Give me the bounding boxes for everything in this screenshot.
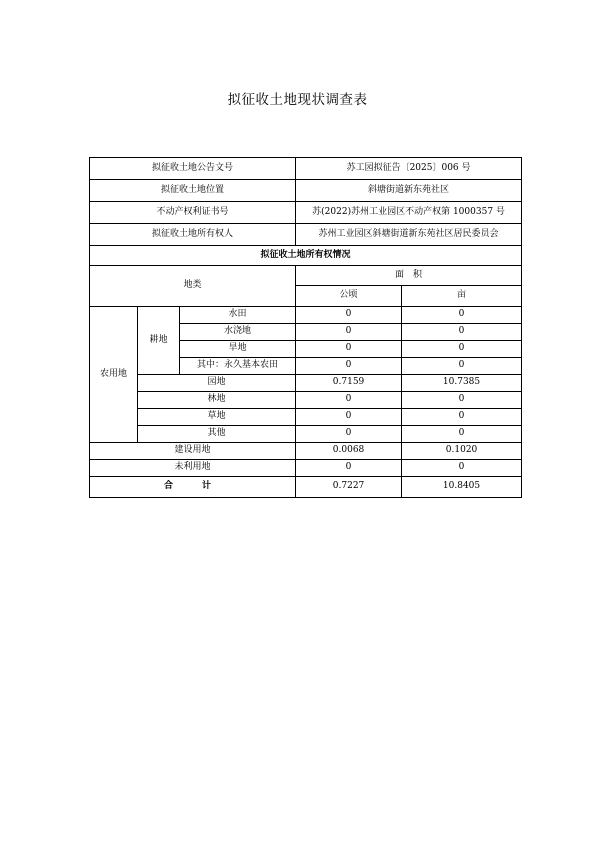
hectare-header: 公顷 (296, 286, 402, 307)
mu-value: 0 (402, 307, 522, 324)
mu-value: 0 (402, 392, 522, 409)
page-title: 拟征收土地现状调查表 (227, 92, 368, 108)
land-type-label: 其他 (138, 426, 296, 443)
info-label: 拟征收土地位置 (90, 180, 296, 202)
mu-value: 0 (402, 409, 522, 426)
land-type-label: 园地 (138, 375, 296, 392)
info-value: 苏工园拟征告〔2025〕006 号 (296, 158, 522, 180)
info-row (90, 180, 522, 202)
total-row (90, 477, 522, 498)
info-label: 不动产权利证书号 (90, 202, 296, 224)
table-row (90, 392, 522, 409)
farmland-label: 耕地 (138, 307, 180, 375)
info-label: 拟征收土地公告文号 (90, 158, 296, 180)
info-row (90, 202, 522, 224)
mu-value: 0 (402, 358, 522, 375)
hectare-value: 0.7159 (296, 375, 402, 392)
land-type-label: 水浇地 (180, 324, 296, 341)
mu-value: 0 (402, 341, 522, 358)
hectare-value: 0 (296, 341, 402, 358)
section-title: 拟征收土地所有权情况 (90, 246, 522, 266)
table-row (90, 426, 522, 443)
hectare-value: 0 (296, 426, 402, 443)
mu-header: 亩 (402, 286, 522, 307)
survey-table (89, 157, 522, 498)
hectare-value: 0 (296, 358, 402, 375)
land-type-label: 林地 (138, 392, 296, 409)
table-row (90, 460, 522, 477)
info-row (90, 158, 522, 180)
mu-value: 0.1020 (402, 443, 522, 460)
hectare-value: 0 (296, 460, 402, 477)
unused-land-label: 未利用地 (90, 460, 296, 477)
mu-value: 0 (402, 324, 522, 341)
hectare-value: 0 (296, 307, 402, 324)
land-type-label: 其中：永久基本农田 (180, 358, 296, 375)
construction-land-label: 建设用地 (90, 443, 296, 460)
info-value: 苏(2022)苏州工业园区不动产权第 1000357 号 (296, 202, 522, 224)
hectare-value: 0 (296, 324, 402, 341)
header-row (90, 266, 522, 286)
info-row (90, 224, 522, 246)
total-hectare: 0.7227 (296, 477, 402, 498)
hectare-value: 0 (296, 409, 402, 426)
total-mu: 10.8405 (402, 477, 522, 498)
mu-value: 0 (402, 460, 522, 477)
total-label: 合 计 (90, 477, 296, 498)
info-label: 拟征收土地所有权人 (90, 224, 296, 246)
section-title-row (90, 246, 522, 266)
land-type-label: 旱地 (180, 341, 296, 358)
area-header: 面 积 (296, 266, 522, 286)
land-type-label: 水田 (180, 307, 296, 324)
mu-value: 10.7385 (402, 375, 522, 392)
land-type-header: 地类 (90, 266, 296, 307)
agricultural-land-label: 农用地 (90, 307, 138, 443)
land-type-label: 草地 (138, 409, 296, 426)
table-row (90, 307, 522, 324)
info-value: 斜塘街道新东苑社区 (296, 180, 522, 202)
mu-value: 0 (402, 426, 522, 443)
table-row (90, 409, 522, 426)
table-row (90, 375, 522, 392)
hectare-value: 0.0068 (296, 443, 402, 460)
info-value: 苏州工业园区斜塘街道新东苑社区居民委员会 (296, 224, 522, 246)
table-row (90, 443, 522, 460)
hectare-value: 0 (296, 392, 402, 409)
